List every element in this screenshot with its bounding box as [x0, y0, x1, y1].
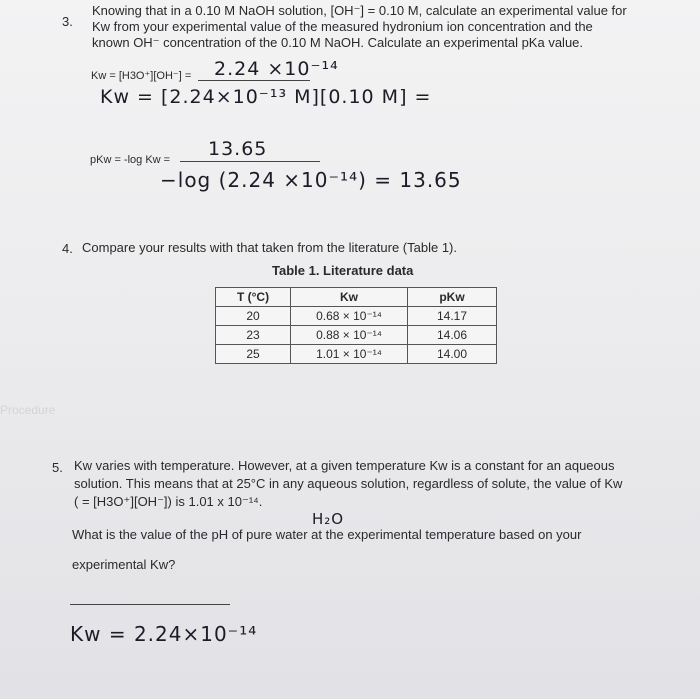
header-pkw: pKw — [408, 288, 497, 307]
header-kw: Kw — [291, 288, 408, 307]
table-row — [216, 345, 497, 364]
header-temperature: T (°C) — [216, 288, 291, 307]
q5-hand-note: H₂O — [312, 510, 345, 528]
q5-line-2: solution. This means that at 25°C in any aqueous solution, regardless of solute, the value of Kw — [74, 476, 623, 491]
q3-kw-blank — [198, 80, 310, 81]
q5-number: 5. — [52, 460, 63, 475]
q3-kw-work: Kw = [2.24×10⁻¹³ M][0.10 M] = — [100, 86, 432, 108]
q3-pkw-blank — [180, 161, 320, 162]
q3-kw-label: Kw = [H3O⁺][OH⁻] = — [91, 70, 192, 82]
cell-temp: 25 — [216, 345, 291, 364]
q3-line-1: Knowing that in a 0.10 M NaOH solution, [OH⁻] = 0.10 M, calculate an experimental value for — [92, 3, 627, 18]
bleed-through-text: Procedure — [0, 403, 56, 417]
table-row — [216, 307, 497, 326]
q3-pkw-work: −log (2.24 ×10⁻¹⁴) = 13.65 — [160, 168, 462, 192]
table-title: Table 1. Literature data — [272, 263, 414, 278]
q3-kw-answer: 2.24 ×10⁻¹⁴ — [214, 58, 339, 80]
cell-pkw: 14.00 — [408, 345, 497, 364]
table-header-row — [216, 288, 497, 307]
q5-line-1: Kw varies with temperature. However, at a given temperature Kw is a constant for an aqueous — [74, 458, 615, 473]
cell-temp: 20 — [216, 307, 291, 326]
cell-pkw: 14.17 — [408, 307, 497, 326]
cell-kw: 1.01 × 10⁻¹⁴ — [291, 345, 408, 364]
q5-line-4: What is the value of the pH of pure water at the experimental temperature based on your — [72, 527, 582, 542]
cell-kw: 0.68 × 10⁻¹⁴ — [291, 307, 408, 326]
q3-pkw-label: pKw = -log Kw = — [90, 154, 171, 166]
table-row — [216, 326, 497, 345]
q3-number: 3. — [62, 14, 73, 29]
literature-table — [215, 287, 497, 364]
q3-line-3: known OH⁻ concentration of the 0.10 M NaOH. Calculate an experimental pKa value. — [92, 35, 584, 50]
cell-temp: 23 — [216, 326, 291, 345]
cell-kw: 0.88 × 10⁻¹⁴ — [291, 326, 408, 345]
q5-line-5: experimental Kw? — [72, 557, 176, 572]
cell-pkw: 14.06 — [408, 326, 497, 345]
q5-answer-blank — [70, 604, 230, 605]
q3-line-2: Kw from your experimental value of the measured hydronium ion concentration and the — [92, 19, 593, 34]
q3-pkw-answer: 13.65 — [208, 138, 268, 160]
q4-number: 4. — [62, 241, 73, 256]
q4-text: Compare your results with that taken from the literature (Table 1). — [82, 240, 457, 255]
q5-line-3: ( = [H3O⁺][OH⁻]) is 1.01 x 10⁻¹⁴. — [74, 494, 263, 509]
q5-hand-answer: Kw = 2.24×10⁻¹⁴ — [70, 622, 258, 646]
